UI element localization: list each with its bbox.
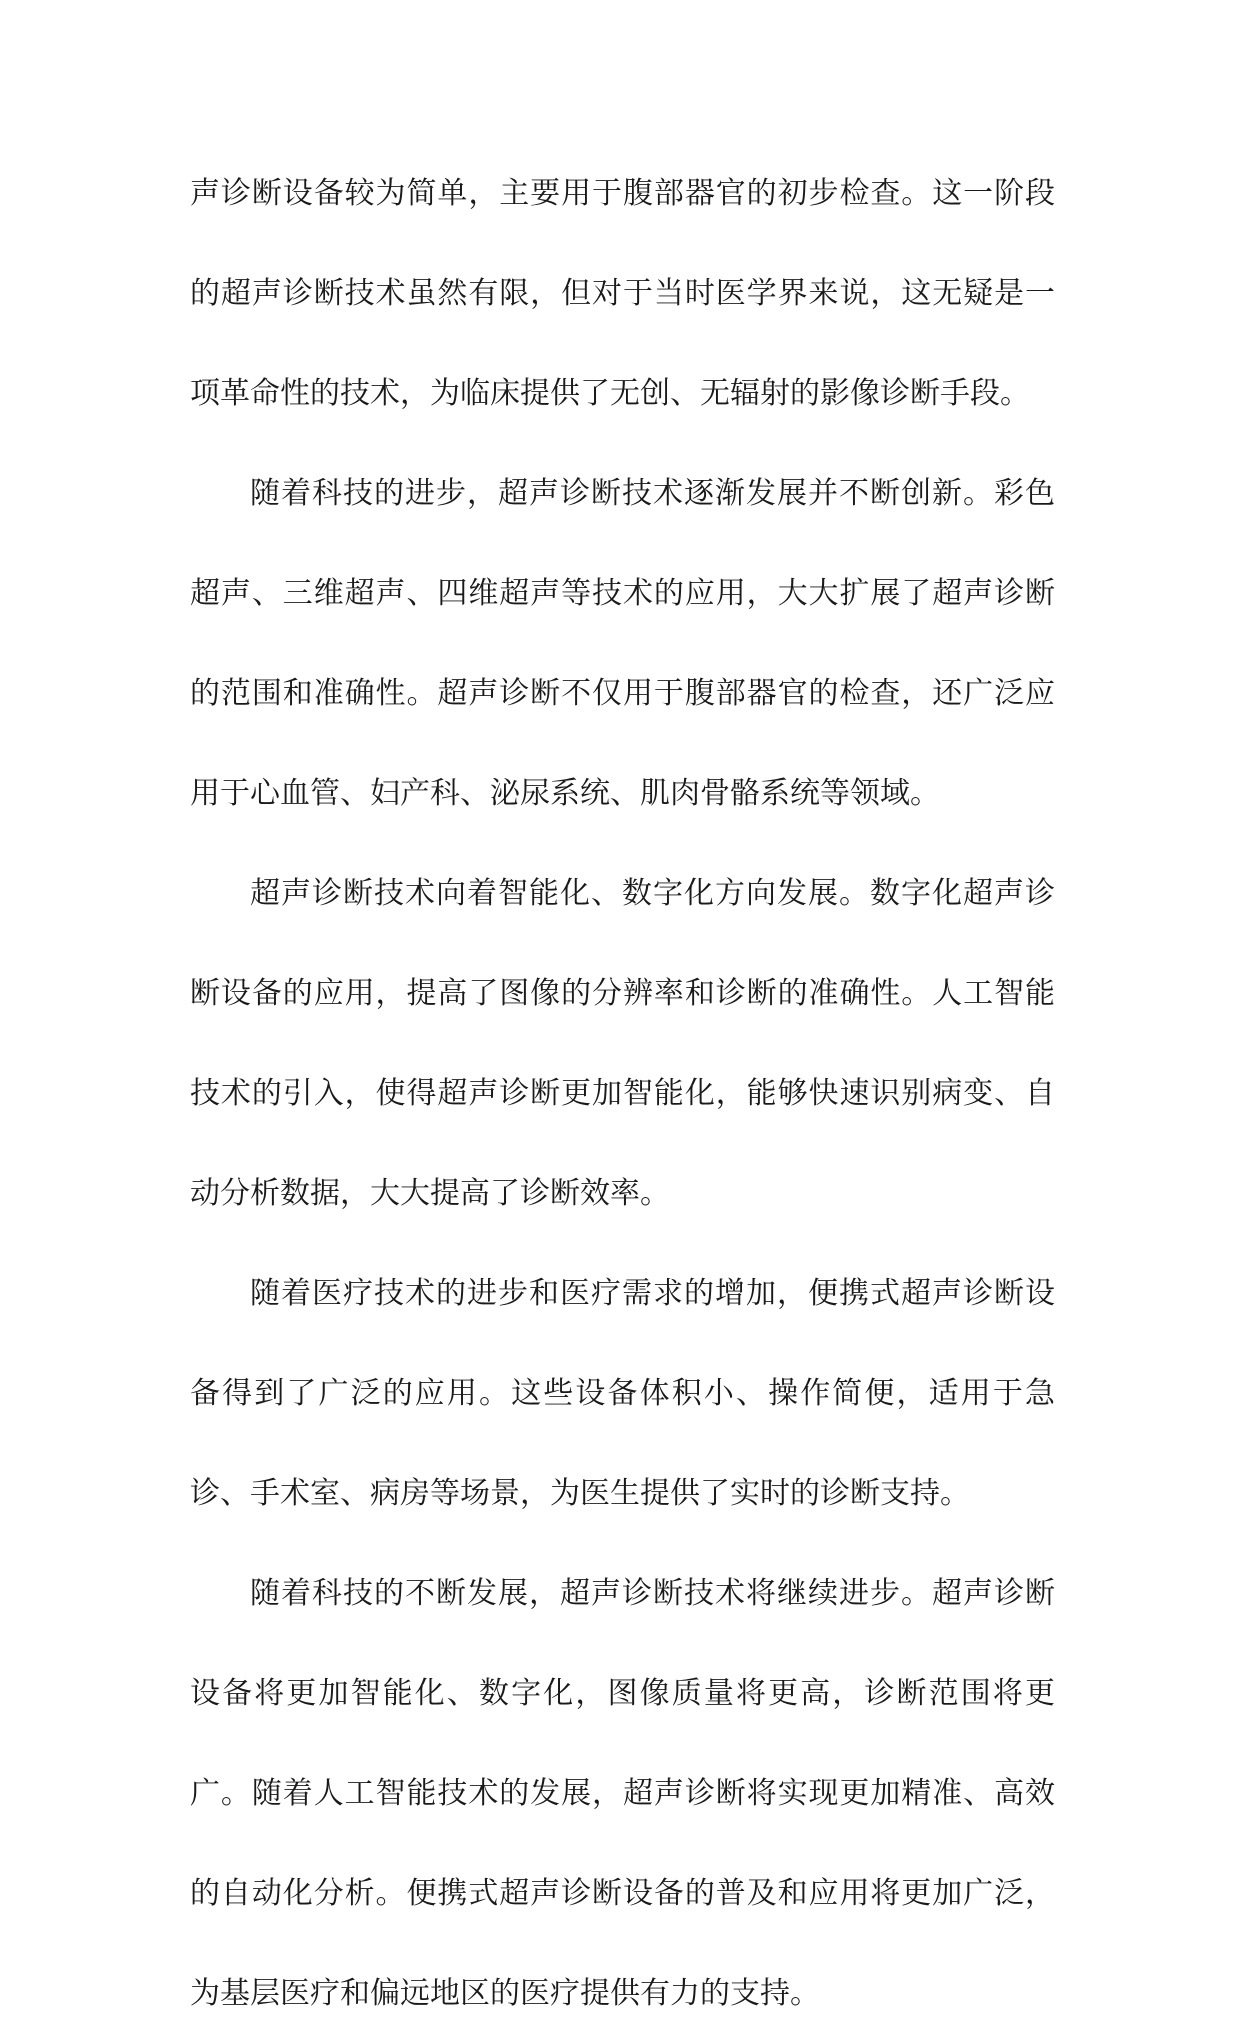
paragraph: 随着科技的不断发展，超声诊断技术将继续进步。超声诊断设备将更加智能化、数字化，图像质量将更高，诊断范围将更广。随着人工智能技术的发展，超声诊断将实现更加精准、高效的自动化分析。便携式超声诊断设备的普及和应用将更加广泛，为基层医疗和偏远地区的医疗提供有力的支持。 (190, 1576, 1055, 2011)
paragraph: 随着医疗技术的进步和医疗需求的增加，便携式超声诊断设备得到了广泛的应用。这些设备体积小、操作简便，适用于急诊、手术室、病房等场景，为医生提供了实时的诊断支持。 (190, 1276, 1055, 1511)
paragraph-continuation: 声诊断设备较为简单，主要用于腹部器官的初步检查。这一阶段的超声诊断技术虽然有限，但对于当时医学界来说，这无疑是一项革命性的技术，为临床提供了无创、无辐射的影像诊断手段。 (190, 176, 1055, 411)
paragraph: 随着科技的进步，超声诊断技术逐渐发展并不断创新。彩色超声、三维超声、四维超声等技术的应用，大大扩展了超声诊断的范围和准确性。超声诊断不仅用于腹部器官的检查，还广泛应用于心血管、妇产科、泌尿系统、肌肉骨骼系统等领域。 (190, 476, 1055, 811)
paragraph: 超声诊断技术向着智能化、数字化方向发展。数字化超声诊断设备的应用，提高了图像的分辨率和诊断的准确性。人工智能技术的引入，使得超声诊断更加智能化，能够快速识别病变、自动分析数据，大大提高了诊断效率。 (190, 876, 1055, 1211)
document-body (190, 144, 1055, 2044)
